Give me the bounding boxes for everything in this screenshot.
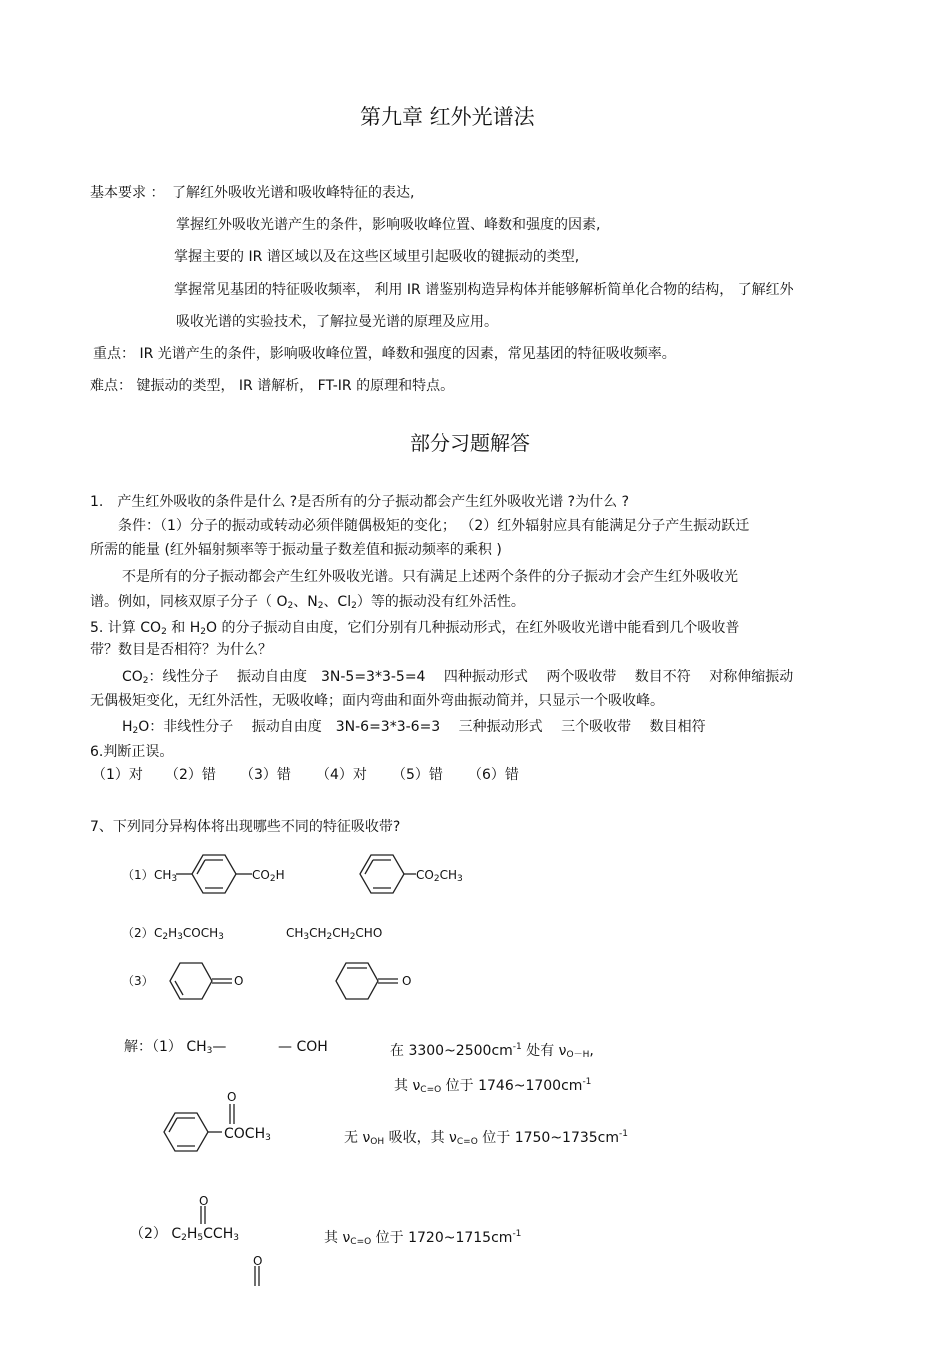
superscript: -1 [582,1077,592,1087]
text: H [168,926,178,940]
requirement-line: 吸收光谱的实验技术，了解拉曼光谱的原理及应用。 [176,314,498,330]
subscript: 2 [326,932,333,942]
subscript: 2 [181,1233,187,1243]
h2o-answer [122,718,706,740]
answer-1-line: 不是所有的分子振动都会产生红外吸收光谱。只有满足上述两个条件的分子振动才会产生红外吸收光 [122,569,738,585]
co2h-label [252,866,285,888]
butanone-formula [154,924,224,946]
answer-6-item: （2）错 [165,767,216,783]
text: CH [309,926,327,940]
coch3-label [224,1125,271,1147]
oxygen-label: O [402,974,412,988]
text: 解：（1） CH [124,1039,207,1055]
subscript: 2 [132,726,139,736]
answer-6-item: （5）错 [392,767,443,783]
text: CH [439,868,457,882]
solution-2-formula [130,1225,239,1247]
text: 吸收，其 ν [384,1130,457,1146]
question-1: 1. 产生红外吸收的条件是什么 ?是否所有的分子振动都会产生红外吸收光谱 ?为什么 ? [90,494,629,510]
text: ）等的振动没有红外活性。 [356,594,525,610]
text: CO [252,868,270,882]
subscript: 5 [197,1233,204,1243]
co2-answer-line2: 无偶极矩变化，无红外活性，无吸收峰；面内弯曲和面外弯曲振动简并，只显示一个吸收峰。 [90,693,664,709]
text: COCH [182,926,219,940]
text: CCH [203,1226,234,1242]
text: 位于 1746~1700cm [441,1078,583,1094]
subscript: 3 [233,1233,239,1243]
text: O：非线性分子 振动自由度 3N-6=3*3-6=3 三种振动形式 三个吸收带 数目相符 [138,719,706,735]
answer-6-item: （3）错 [240,767,291,783]
answer-1-line: 所需的能量 (红外辐射频率等于振动量子数差值和振动频率的乘积 ) [90,542,502,558]
subscript: 3 [265,1133,271,1143]
subscript: 3 [206,1046,213,1056]
ketone-double-bond [196,1204,212,1226]
co2ch3-label [416,866,463,888]
cyclohexenone-conjugated-structure [166,958,238,1004]
subscript: 2 [433,874,440,884]
carbonyl-oxygen: O [199,1194,209,1208]
answer-1-line: 条件：（1）分子的振动或转动必须伴随偶极矩的变化； （2）红外辐射应具有能满足分子产生振动跃迁 [118,518,750,534]
text: CH [332,926,350,940]
butanal-formula [286,924,382,946]
superscript: -1 [512,1042,522,1052]
text: 5. 计算 CO [90,620,162,636]
answer-1-line [90,593,525,615]
answer-6-item: （1）对 [92,767,143,783]
text: 、Cl [323,594,352,610]
text: 谱。例如，同核双原子分子（ O [90,594,288,610]
text: 和 H [166,620,201,636]
pair-2-label: （2） [122,926,154,940]
text: , [589,1043,594,1059]
requirement-line: 掌握常见基团的特征吸收频率， 利用 IR 谱鉴别构造异构体并能够解析简单化合物的结构， 了解红外 [174,282,794,298]
requirements-label: 基本要求 ： [90,185,165,201]
text: 其 ν [324,1230,351,1246]
text: H [275,868,285,882]
text: （2） C [130,1226,182,1242]
co2-answer [122,668,793,690]
text: CHO [355,926,383,940]
solution-1-ch3 [124,1038,226,1060]
answer-6-item: （4）对 [316,767,367,783]
oxygen-label: O [234,974,244,988]
superscript: -1 [619,1129,629,1139]
text: ：线性分子 振动自由度 3N-5=3*3-5=4 四种振动形式 两个吸收带 数目不符 对称伸缩振动 [148,669,794,685]
key-points: 重点： IR 光谱产生的条件，影响吸收峰位置，峰数和强度的因素，常见基团的特征吸收频率。 [93,346,676,362]
subscript: C=O [456,1137,478,1147]
solution-1-ester-band [344,1125,628,1151]
text: 无 ν [344,1130,371,1146]
text: 在 3300~2500cm [390,1043,513,1059]
difficulties: 难点： 键振动的类型， IR 谱解析， FT-IR 的原理和特点。 [90,378,455,394]
question-6: 6.判断正误。 [90,744,174,760]
subscript: O－H [566,1050,590,1060]
requirement-line: 掌握主要的 IR 谱区域以及在这些区域里引起吸收的键振动的类型, [174,249,580,265]
question-7: 7、下列同分异构体将出现哪些不同的特征吸收带? [90,819,401,835]
subscript: 2 [317,601,324,611]
solution-1-co-band [394,1073,591,1099]
section-title: 部分习题解答 [410,431,530,455]
carbonyl-oxygen: O [253,1254,263,1268]
ch3-label [154,866,177,888]
text: C [154,926,163,940]
aldehyde-double-bond [250,1264,266,1288]
subscript: 3 [456,874,463,884]
text: CH [286,926,304,940]
text: 位于 1750~1735cm [477,1130,620,1146]
text: H [186,1226,198,1242]
methyl-benzoate-structure [358,850,418,898]
cyclohexenone-nonconjugated-structure [332,958,404,1004]
subscript: 2 [142,676,149,686]
subscript: 2 [287,601,294,611]
text: 其 ν [394,1078,421,1094]
text: COCH [224,1126,266,1142]
superscript: -1 [512,1229,522,1239]
subscript: 2 [351,601,357,611]
solution-1-oh-band [390,1038,594,1064]
subscript: 2 [161,627,167,637]
subscript: 2 [349,932,356,942]
subscript: C=O [420,1085,442,1095]
requirement-line: 掌握红外吸收光谱产生的条件，影响吸收峰位置、峰数和强度的因素, [176,217,601,233]
subscript: OH [370,1137,385,1147]
text: 、N [293,594,318,610]
text: CO [122,669,143,685]
text: 处有 ν [521,1043,567,1059]
subscript: 3 [218,932,224,942]
text: H [122,719,133,735]
answer-6-item: （6）错 [468,767,519,783]
requirement-line: 了解红外吸收光谱和吸收峰特征的表达, [172,185,415,201]
question-5 [90,619,739,641]
question-5-line2: 带？数目是否相符？为什么？ [90,642,272,658]
carbonyl-oxygen: O [227,1090,237,1104]
pair-1-label: （1） [122,868,154,882]
text: 位于 1720~1715cm [371,1230,513,1246]
subscript: 3 [177,932,183,942]
subscript: 3 [171,874,178,884]
subscript: C=O [350,1237,372,1247]
subscript: 2 [162,932,169,942]
subscript: 3 [303,932,310,942]
text: — [212,1039,227,1055]
subscript: 2 [200,627,206,637]
solution-2-co-band [324,1225,521,1251]
text: CO [416,868,434,882]
text: CH [154,868,172,882]
text: O 的分子振动自由度，它们分别有几种振动形式，在红外吸收光谱中能看到几个吸收普 [205,620,740,636]
subscript: 2 [269,874,276,884]
chapter-title: 第九章 红外光谱法 [360,105,535,129]
solution-1-coh: — COH [278,1039,328,1055]
pair-3-label: （3） [122,974,154,988]
p-toluic-acid-structure [176,850,252,898]
